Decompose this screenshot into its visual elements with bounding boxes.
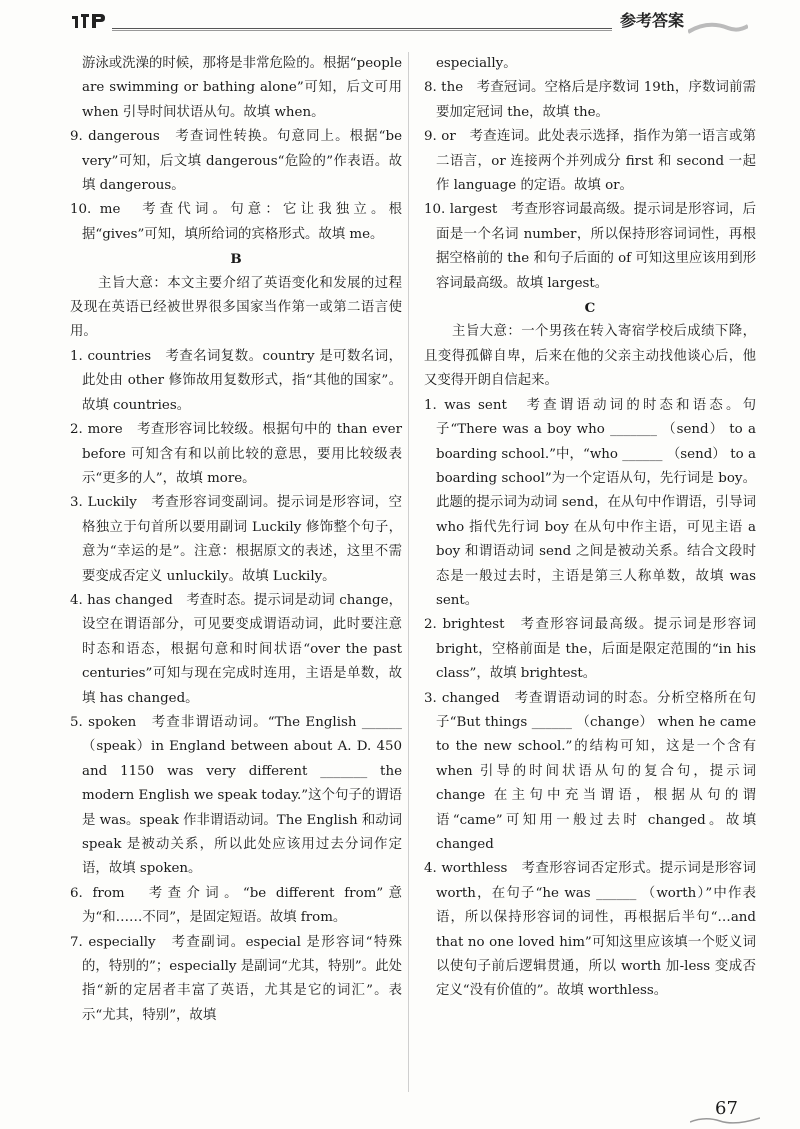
answer-item: 4. has changed 考查时态。提示词是动词 change，设空在谓语部分，可见要变成谓语动词，此时要注意时态和语态，根据句意和时间状语“over the past centuries”可知与现在完成时连用，主语是单数，故填 has changed。 [70, 592, 402, 706]
corner-decoration-icon [690, 1114, 760, 1126]
header-swoosh-icon [688, 18, 748, 36]
answer-item: 10. me 考查代词。句意：它让我独立。根据“gives”可知，填所给词的宾格形式。故填 me。 [70, 202, 402, 242]
column-divider [408, 52, 409, 1092]
answer-item: 8. the 考查冠词。空格后是序数词 19th，序数词前需要加定冠词 the，故填 the。 [424, 80, 756, 120]
answer-item: 6. from 考查介词。“be different from”意为“和……不同”，是固定短语。故填 from。 [70, 885, 402, 926]
answer-item: 2. more 考查形容词比较级。根据句中的 than ever before 可知含有和以前比较的意思，要用比较级表示“更多的人”，故填 more。 [70, 422, 402, 486]
section-heading-c: C [584, 300, 596, 317]
header-title: 参考答案 [620, 11, 685, 30]
answer-item: 9. or 考查连词。此处表示选择，指作为第一语言或第二语言，or 连接两个并列成分 first 和 second 一起作 language 的定语。故填 or。 [424, 129, 756, 194]
page-header [0, 0, 800, 44]
answer-item: 2. brightest 考查形容词最高级。提示词是形容词 bright，空格前面是 the，后面是限定范围的“in his class”，故填 brightest。 [424, 617, 756, 682]
answer-item: 9. dangerous 考查词性转换。句意同上。根据“be very”可知，后文填 dangerous“危险的”作表语。故填 dangerous。 [70, 129, 402, 194]
page-number: 67 [715, 1098, 738, 1119]
answer-item: 1. countries 考查名词复数。country 是可数名词，此处由 other 修饰故用复数形式，指“其他的国家”。故填 countries。 [70, 348, 402, 413]
answer-item: 5. spoken 考查非谓语动词。“The English ______（speak）in England between about A. D. 450 and 1150 was very different _______ the modern English we speak today.”这个句子的谓语是 was。speak 作非谓语动词。The English 和动词 speak 是被动关系，所以此处应该用过去分词作定语，故填 spoken。 [70, 714, 403, 877]
answer-item: 10. largest 考查形容词最高级。提示词是形容词，后面是一个名词 number，所以保持形容词词性，再根据空格前的 the 和句子后面的 of 可知这里应该用到形容词最高级。故填 largest。 [424, 202, 756, 291]
right-continuation: especially。 [436, 56, 517, 71]
left-continuation: 游泳或洗澡的时候，那将是非常危险的。根据“people are swimming or bathing alone”可知，后文可用 when 引导时间状语从句。故填 when。 [82, 56, 402, 120]
answer-item: 4. worthless 考查形容词否定形式。提示词是形容词 worth，在句子“he was ______ （worth）”中作表语，所以保持形容词的词性，再根据后半句“…and that no one loved him”可知这里应该填一个贬义词以使句子前后逻辑贯通，所以 worth 加-less 变成否定义“没有价值的”。故填 worthless。 [424, 861, 756, 999]
section-heading-b: B [230, 251, 242, 268]
left-column [70, 52, 402, 1028]
answer-item: 3. Luckily 考查形容词变副词。提示词是形容词，空格独立于句首所以要用副词 Luckily 修饰整个句子，意为“幸运的是”。注意：根据原文的表述，这里不需要变成否定义 unluckily。故填 Luckily。 [70, 495, 402, 584]
series-logo-icon [70, 10, 110, 30]
header-rule [112, 28, 612, 31]
right-column [424, 52, 756, 1004]
summary-b: 主旨大意：本文主要介绍了英语变化和发展的过程及现在英语已经被世界很多国家当作第一或第二语言使用。 [70, 275, 402, 340]
summary-c: 主旨大意：一个男孩在转入寄宿学校后成绩下降，且变得孤僻自卑，后来在他的父亲主动找他谈心后，他又变得开朗自信起来。 [424, 324, 756, 389]
answer-item: 1. was sent 考查谓语动词的时态和语态。句子“There was a boy who _______ （send） to a boarding school.”中，“who ______ （send） to a boarding school”为一个定语从句，先行词是 boy。此题的提示词为动词 send，在从句中作谓语，引导词 who 指代先行词 boy 在从句中作主语，可见主语 a boy 和谓语动词 send 之间是被动关系。结合文段时态是一般过去时，主语是第三人称单数，故填 was sent。 [424, 397, 756, 608]
answer-item: 3. changed 考查谓语动词的时态。分析空格所在句子“But things ______ （change） when he came to the new school.”的结构可知，这是一个含有 when 引导的时间状语从句的复合句，提示词 change 在主句中充当谓语，根据从句的谓语“came”可知用一般过去时 changed。故填 changed [424, 690, 756, 852]
answer-item: 7. especially 考查副词。especial 是形容词“特殊的，特别的”；especially 是副词“尤其，特别”。此处指“新的定居者丰富了英语，尤其是它的词汇”。表示“尤其，特别”，故填 [70, 934, 402, 1023]
